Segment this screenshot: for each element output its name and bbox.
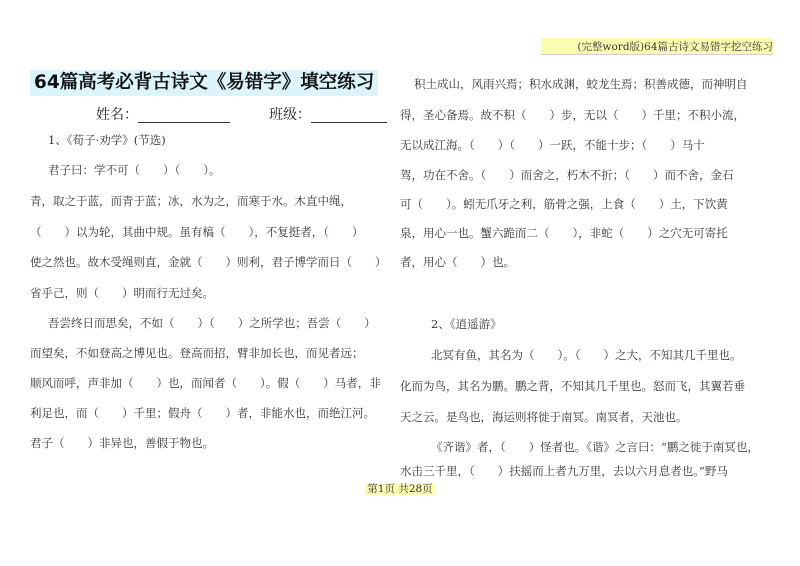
text-line: 者，用心（ ）也。 <box>400 255 515 269</box>
text-line: 化而为鸟，其名为鹏。鹏之背，不知其几千里也。怒而飞，其翼若垂 <box>400 379 745 393</box>
text-line: 省乎己，则（ ）明而行无过矣。 <box>30 286 214 300</box>
text-line: 君子（ ）非异也，善假于物也。 <box>30 436 214 450</box>
text-line: 驾，功在不舍。（ ）而舍之，朽木不折；（ ）而不舍，金石 <box>400 168 734 182</box>
text-line: 积土成山，风雨兴焉；积水成渊，蛟龙生焉；积善成德，而神明自 <box>414 77 748 91</box>
text-line: 得，圣心备焉。故不积（ ）步，无以（ ）千里；不积小流， <box>400 108 745 122</box>
text-line: （ ）以为轮，其曲中规。虽有槁（ ），不复挺者，（ ） <box>30 225 364 239</box>
name-label: 姓名： <box>96 107 138 123</box>
text-line: 君子曰：学不可（ ）（ ）。 <box>48 163 221 177</box>
text-line: 水击三千里，（ ）扶摇而上者九万里，去以六月息者也。”野马 <box>400 464 728 478</box>
text-line: 吾尝终日而思矣，不如（ ）（ ）之所学也；吾尝（ ） <box>48 316 376 330</box>
text-line: 天之云。是鸟也，海运则将徙于南冥。南冥者，天池也。 <box>400 410 688 424</box>
class-label: 班级： <box>269 107 311 123</box>
text-line: 青，取之于蓝，而青于蓝；冰，水为之，而寒于水。木直中绳， <box>30 194 352 208</box>
text-line: 北冥有鱼，其名为（ ）。（ ）之大，不知其几千里也。 <box>431 348 742 362</box>
page-number: 第1页 共28页 <box>367 483 433 495</box>
header-text: (完整word版)64篇古诗文易错字挖空练习 <box>577 41 773 53</box>
text-line: 顺风而呼，声非加（ ）也，而闻者（ ）。假（ ）马者，非 <box>30 376 381 390</box>
name-blank[interactable] <box>138 108 230 123</box>
section-heading-quanxue: 1、《荀子·劝学》(节选) <box>48 133 166 147</box>
text-line: 可（ ）。蚓无爪牙之利，筋骨之强，上食（ ）土，下饮黄 <box>400 197 728 211</box>
class-field <box>269 104 387 124</box>
text-line: 泉，用心一也。蟹六跪而二（ ），非蛇（ ）之穴无可寄托 <box>400 226 728 240</box>
title-highlight <box>30 70 378 96</box>
section-heading-xiaoyaoyou: 2、《逍遥游》 <box>431 317 502 331</box>
page-footer <box>0 477 800 496</box>
class-blank[interactable] <box>311 108 387 123</box>
text-line: 无以成江海。（ ）（ ）一跃，不能十步；（ ）马十 <box>400 138 705 152</box>
name-field <box>96 104 230 124</box>
page-title: 64篇高考必背古诗文《易错字》填空练习 <box>34 72 375 93</box>
text-line: 《齐谐》者，（ ）怪者也。《谐》之言曰：“鹏之徙于南冥也， <box>431 440 759 454</box>
document-header <box>541 38 773 55</box>
text-line: 利足也，而（ ）千里；假舟（ ）者，非能水也，而绝江河。 <box>30 406 375 420</box>
text-line: 使之然也。故木受绳则直，金就（ ）则利，君子博学而日（ ） <box>30 255 387 269</box>
text-line: 而望矣，不如登高之博见也。登高而招，臂非加长也，而见者远； <box>30 346 364 360</box>
